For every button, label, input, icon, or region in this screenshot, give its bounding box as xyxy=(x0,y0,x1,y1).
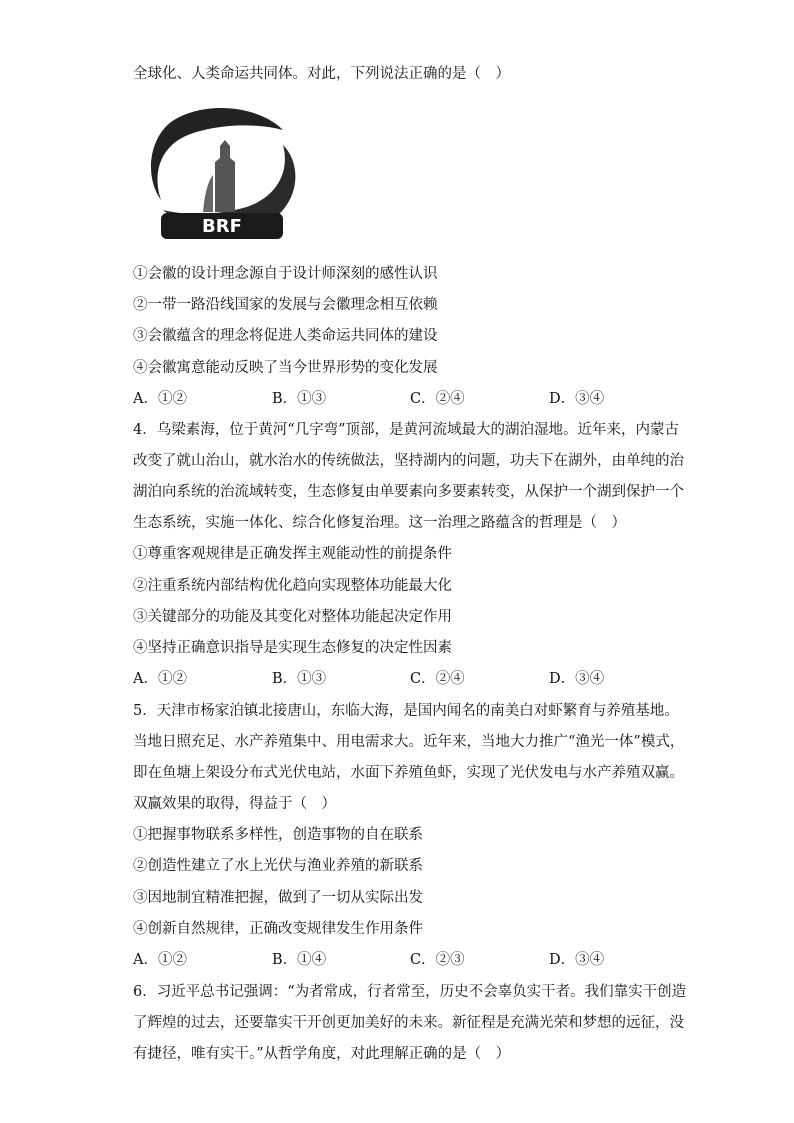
q3-option-a[interactable]: A．①② xyxy=(133,391,187,407)
q5-options xyxy=(133,950,633,970)
q5-option-a[interactable]: A．①② xyxy=(133,952,187,968)
q5-statement-4: ④创新自然规律，正确改变规律发生作用条件 xyxy=(133,921,423,937)
logo-text: BRF xyxy=(202,216,242,237)
q6-stem-line-2: 了辉煌的过去，还要靠实干开创更加美好的未来。新征程是充满光荣和梦想的远征，没 xyxy=(133,1015,684,1031)
q5-statement-3: ③因地制宜精准把握，做到了一切从实际出发 xyxy=(133,890,423,906)
q4-stem-line-3: 湖泊向系统的治流域转变，生态修复由单要素向多要素转变，从保护一个湖到保护一个 xyxy=(133,484,684,500)
q3-statement-2: ②一带一路沿线国家的发展与会徽理念相互依赖 xyxy=(133,297,438,313)
q4-option-a[interactable]: A．①② xyxy=(133,671,187,687)
q4-statement-4: ④坚持正确意识指导是实现生态修复的决定性因素 xyxy=(133,640,452,656)
q4-option-b[interactable]: B．①③ xyxy=(272,671,327,687)
q5-stem-line-3: 即在鱼塘上架设分布式光伏电站，水面下养殖鱼虾，实现了光伏发电与水产养殖双赢。 xyxy=(133,765,684,781)
q5-stem-line-2: 当地日照充足、水产养殖集中、用电需求大。近年来，当地大力推广“渔光一体”模式， xyxy=(133,734,685,750)
q4-stem-line-1: 4．乌梁素海，位于黄河“几字弯”顶部，是黄河流域最大的湖泊湿地。近年来，内蒙古 xyxy=(133,422,680,438)
q3-stem: 全球化、人类命运共同体。对此，下列说法正确的是（ ） xyxy=(133,66,510,82)
q5-option-c[interactable]: C．②③ xyxy=(410,952,465,968)
q4-statement-3: ③关键部分的功能及其变化对整体功能起决定作用 xyxy=(133,609,452,625)
q4-stem-line-2: 改变了就山治山，就水治水的传统做法，坚持湖内的问题，功夫下在湖外，由单纯的治 xyxy=(133,453,684,469)
brf-logo xyxy=(143,100,303,248)
q3-statement-3: ③会徽蕴含的理念将促进人类命运共同体的建设 xyxy=(133,328,438,344)
q3-statement-1: ①会徽的设计理念源自于设计师深刻的感性认识 xyxy=(133,266,438,282)
q4-option-c[interactable]: C．②④ xyxy=(410,671,465,687)
q6-stem-line-1: 6．习近平总书记强调：“为者常成，行者常至，历史不会辜负实干者。我们靠实干创造 xyxy=(133,984,687,1000)
q5-option-d[interactable]: D．③④ xyxy=(549,952,605,968)
q3-option-b[interactable]: B．①③ xyxy=(272,391,327,407)
q3-option-d[interactable]: D．③④ xyxy=(549,391,605,407)
q4-option-d[interactable]: D．③④ xyxy=(549,671,605,687)
q4-statement-1: ①尊重客观规律是正确发挥主观能动性的前提条件 xyxy=(133,546,452,562)
q5-stem-line-4: 双赢效果的取得，得益于（ ） xyxy=(133,796,336,812)
q5-stem-line-1: 5．天津市杨家泊镇北接唐山，东临大海，是国内闻名的南美白对虾繁育与养殖基地。 xyxy=(133,703,679,719)
q4-statement-2: ②注重系统内部结构优化趋向实现整体功能最大化 xyxy=(133,578,452,594)
q4-options xyxy=(133,669,633,689)
q6-stem-line-3: 有捷径，唯有实干。”从哲学角度，对此理解正确的是（ ） xyxy=(133,1046,511,1062)
q3-options xyxy=(133,389,633,409)
q3-statement-4: ④会徽寓意能动反映了当今世界形势的变化发展 xyxy=(133,360,438,376)
q5-option-b[interactable]: B．①④ xyxy=(272,952,327,968)
q5-statement-2: ②创造性建立了水上光伏与渔业养殖的新联系 xyxy=(133,858,423,874)
q4-stem-line-4: 生态系统，实施一体化、综合化修复治理。这一治理之路蕴含的哲理是（ ） xyxy=(133,515,626,531)
q3-option-c[interactable]: C．②④ xyxy=(410,391,465,407)
q5-statement-1: ①把握事物联系多样性，创造事物的自在联系 xyxy=(133,827,423,843)
